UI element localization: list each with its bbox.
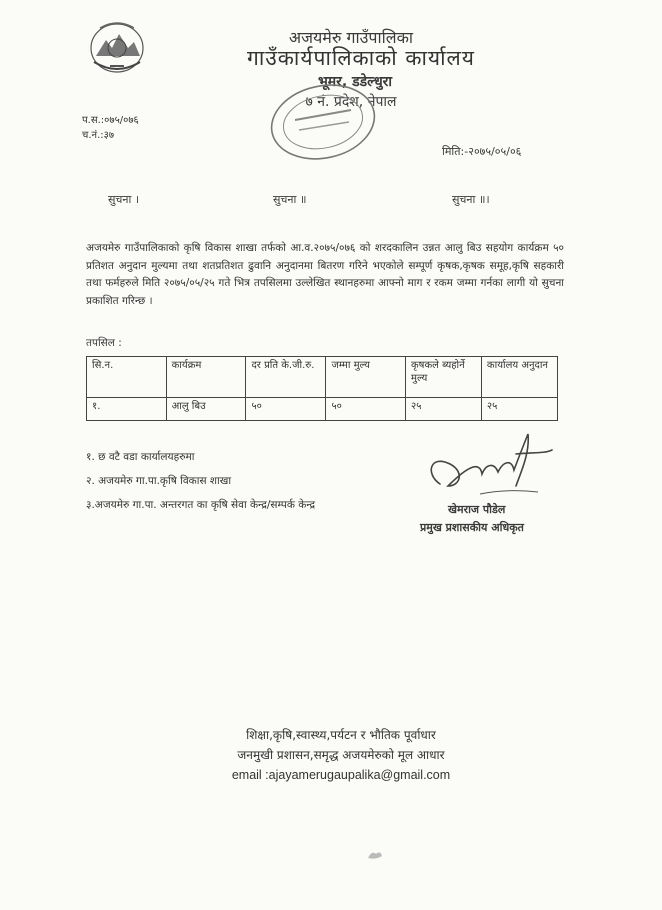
signature-icon [420, 424, 560, 504]
office-name: गाउँकार्यपालिकाको कार्यालय [247, 46, 475, 70]
subsidy-table [86, 356, 558, 421]
dispatch-number: च.नं.:३७ [82, 130, 115, 141]
footer-email: email :ajayamerugaupalika@gmail.com [231, 768, 451, 782]
distribution-item: ३.अजयमेरु गा.पा. अन्तरगत का कृषि सेवा केन्द्र/सम्पर्क केन्द्र [86, 499, 316, 511]
col-header-rate: दर प्रति के.जी.रु. [246, 357, 326, 398]
cell-farmer-share: २५ [406, 398, 482, 421]
district-line: भूमर, डडेल्धुरा [317, 74, 393, 90]
table-row [87, 398, 558, 421]
signer-title: प्रमुख प्रशासकीय अधिकृत [420, 521, 524, 534]
notice-heading-1: सुचना । [108, 193, 140, 206]
notice-heading-3: सुचना ॥। [452, 193, 490, 206]
footer-motto-2: जनमुखी प्रशासन,समृद्ध अजयमेरुको मूल आधार [237, 748, 445, 762]
col-header-serial: सि.न. [87, 357, 167, 398]
distribution-item: १. छ वटै वडा कार्यालयहरुमा [86, 451, 195, 463]
municipality-name: अजयमेरु गाउँपालिका [288, 28, 414, 47]
cell-program: आलु बिउ [166, 398, 246, 421]
footer-motto-1: शिक्षा,कृषि,स्वास्थ्य,पर्यटन र भौतिक पूर्वाधार [246, 728, 436, 742]
col-header-program: कार्यक्रम [166, 357, 246, 398]
col-header-total: जम्मा मुल्य [326, 357, 406, 398]
col-header-farmer-share: कृषकले ब्यहोर्ने मुल्य [406, 357, 482, 398]
cell-serial: १. [87, 398, 167, 421]
ink-smudge-icon [366, 848, 384, 862]
notice-body: अजयमेरु गाउँपालिकाको कृषि विकास शाखा तर्फको आ.व.२०७५/०७६ को शरदकालिन उन्नत आलु बिउ सहयोग कार्यक्रम ५० प्रतिशत अनुदान मुल्यमा तथा शतप्रतिशत ढुवानि अनुदानमा बितरण गरिने भएकोले सम्पूर्ण कृषक,कृषक समूह,कृषि सहकारी तथा फर्महरुले मिति २०७५/०५/२५ गते भित्र तपसिलमा उल्लेखित स्थानहरुमा आफ्नो माग र रकम जम्मा गर्नका लागी यो सुचना प्रकाशित गरिन्छ । [86, 242, 564, 307]
reference-number: प.स.:०७५/०७६ [82, 115, 139, 126]
cell-rate: ५० [246, 398, 326, 421]
col-header-office-grant: कार्यालय अनुदान [481, 357, 557, 398]
table-header-row [87, 357, 558, 398]
province-line: ७ नं. प्रदेश, नेपाल [305, 94, 397, 110]
office-stamp-icon [265, 82, 381, 162]
notice-heading-2: सुचना ॥ [273, 193, 307, 206]
letter-date: मिति:-२०७५/०५/०६ [442, 145, 522, 158]
details-label: तपसिल : [86, 337, 122, 349]
signer-name: खेमराज पौडेल [448, 503, 506, 516]
distribution-item: २. अजयमेरु गा.पा.कृषि विकास शाखा [86, 475, 232, 487]
cell-total: ५० [326, 398, 406, 421]
cell-office-grant: २५ [481, 398, 557, 421]
